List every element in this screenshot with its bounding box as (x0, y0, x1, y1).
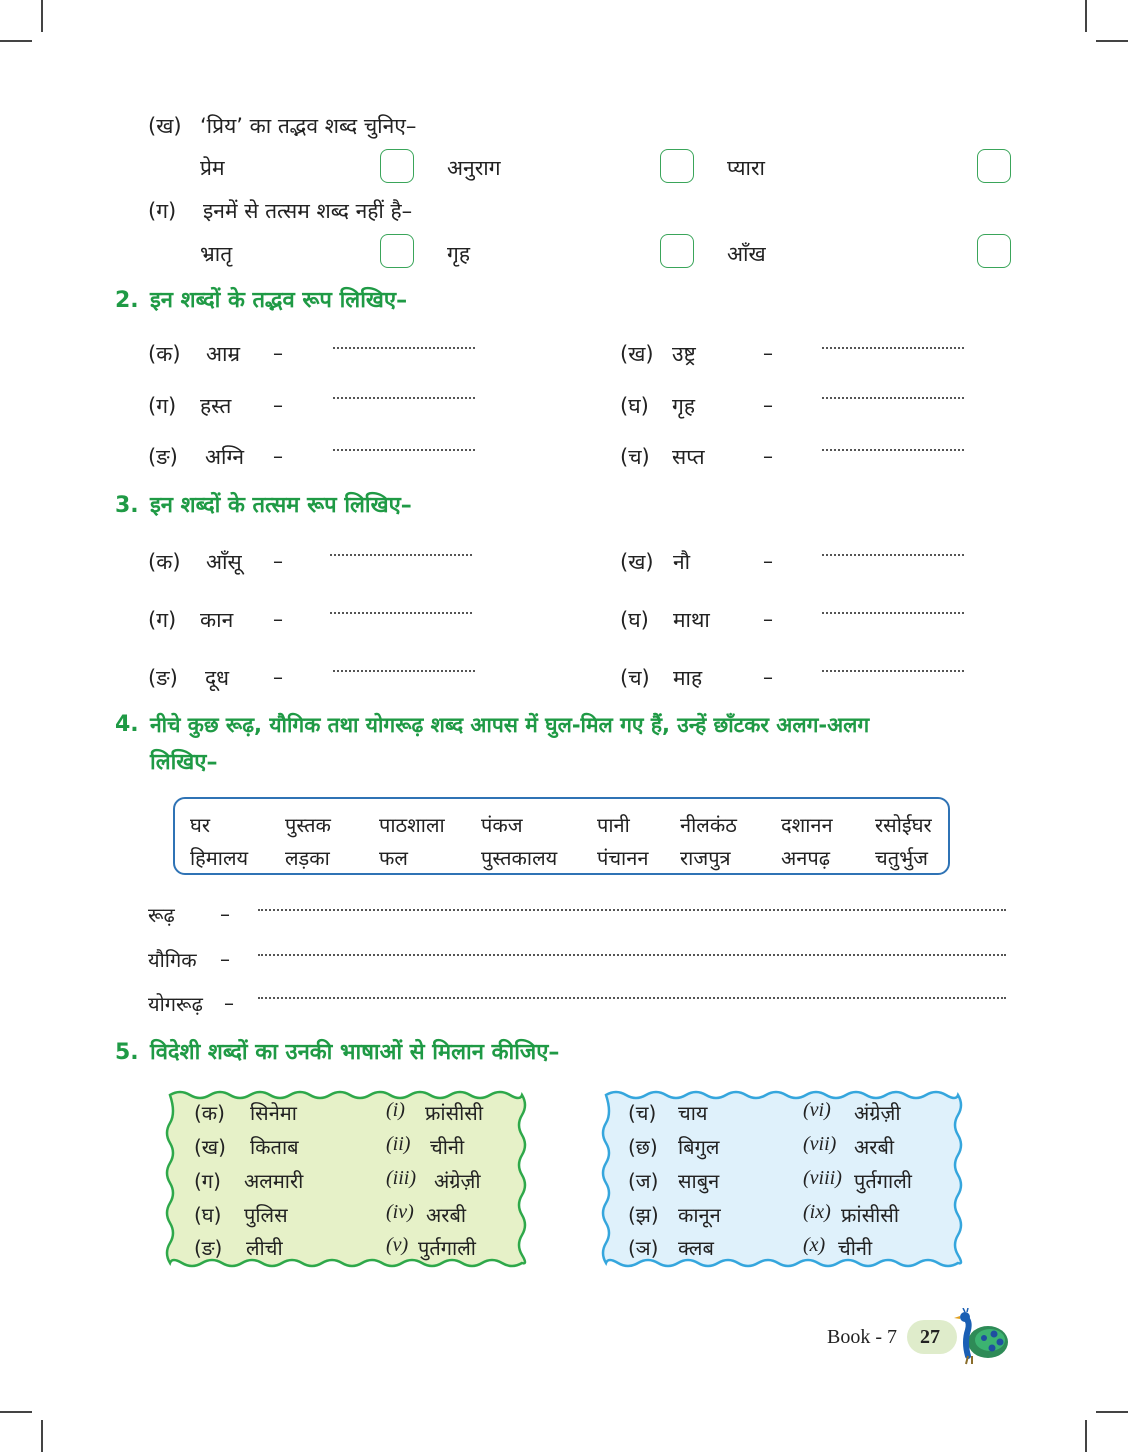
dash: – (224, 991, 234, 1015)
crop-mark (41, 0, 43, 32)
q1-ga-option: भ्रातृ (200, 242, 233, 266)
word: फल (379, 846, 408, 870)
match-language: अंग्रेज़ी (854, 1101, 901, 1125)
dash: – (763, 549, 773, 573)
match-word: किताब (250, 1135, 299, 1159)
match-label: (क) (194, 1101, 225, 1125)
dash: – (763, 444, 773, 468)
match-word: लीची (246, 1236, 283, 1260)
q3-item-word: माथा (673, 608, 710, 632)
word: लड़का (285, 846, 330, 870)
word: घर (190, 813, 210, 837)
book-label: Book - 7 (827, 1326, 897, 1348)
q2-item-word: अग्नि (205, 445, 245, 469)
match-roman: (ix) (803, 1201, 831, 1223)
checkbox[interactable] (660, 234, 694, 268)
q5-title: विदेशी शब्दों का उनकी भाषाओं से मिलान कीजिए– (150, 1040, 560, 1065)
answer-line[interactable] (822, 347, 964, 349)
q3-title: इन शब्दों के तत्सम रूप लिखिए– (150, 493, 412, 518)
match-word: अलमारी (244, 1169, 304, 1193)
word: पुस्तकालय (481, 846, 558, 870)
word: पाठशाला (379, 813, 445, 837)
dash: – (273, 444, 283, 468)
q3-number: 3. (115, 493, 139, 518)
word: रसोईघर (875, 813, 932, 837)
match-word: चाय (678, 1101, 708, 1125)
q2-item-word: गृह (672, 394, 695, 418)
match-box-left (160, 1087, 530, 1272)
q5-number: 5. (115, 1040, 139, 1065)
word: पंचानन (597, 846, 649, 870)
q3-item-label: (ग) (148, 608, 177, 632)
crop-mark (0, 1411, 32, 1413)
word: पानी (597, 813, 630, 837)
q3-item-label: (ङ) (148, 666, 178, 690)
q1-ga-option: आँख (727, 242, 766, 266)
dash: – (220, 947, 230, 971)
q1-ga-label: (ग) (148, 199, 177, 223)
q3-item-label: (घ) (620, 608, 649, 632)
dash: – (273, 341, 283, 365)
crop-mark (0, 40, 32, 42)
checkbox[interactable] (977, 234, 1011, 268)
match-roman: (viii) (803, 1167, 842, 1189)
q1-kha-label: (ख) (148, 114, 182, 138)
match-label: (घ) (194, 1203, 222, 1227)
q2-item-label: (च) (620, 445, 650, 469)
match-language: चीनी (838, 1236, 873, 1260)
match-label: (ग) (194, 1169, 221, 1193)
answer-line[interactable] (822, 449, 964, 451)
word-box (173, 797, 950, 875)
q1-ga-option: गृह (447, 242, 470, 266)
match-language: पुर्तगाली (418, 1236, 476, 1260)
match-roman: (iii) (386, 1167, 416, 1189)
dash: – (273, 393, 283, 417)
word: पुस्तक (285, 813, 331, 837)
answer-line[interactable] (333, 347, 475, 349)
match-word: पुलिस (244, 1203, 288, 1227)
answer-category-label: योगरूढ़ (148, 992, 203, 1016)
q2-item-label: (ग) (148, 394, 177, 418)
match-label: (झ) (628, 1203, 659, 1227)
match-label: (ञ) (628, 1236, 659, 1260)
crop-mark (1096, 1411, 1128, 1413)
match-roman: (vii) (803, 1133, 837, 1155)
q4-title-line1: नीचे कुछ रूढ़, यौगिक तथा योगरूढ़ शब्द आपस में घुल-मिल गए हैं, उन्हें छाँटकर अलग-अलग (150, 713, 870, 737)
match-word: साबुन (678, 1169, 720, 1193)
match-language: अरबी (854, 1135, 895, 1159)
match-language: पुर्तगाली (854, 1169, 912, 1193)
answer-line[interactable] (333, 449, 475, 451)
q3-item-label: (ख) (620, 550, 654, 574)
peacock-icon (950, 1308, 1012, 1366)
q1-kha-option: प्यारा (727, 156, 765, 180)
q2-item-label: (घ) (620, 394, 649, 418)
q3-item-word: माह (673, 666, 703, 690)
word: अनपढ़ (781, 846, 830, 870)
match-word: बिगुल (678, 1135, 720, 1159)
word: राजपुत्र (680, 846, 731, 870)
word: चतुर्भुज (875, 846, 928, 870)
match-label: (च) (628, 1101, 657, 1125)
match-word: सिनेमा (250, 1101, 297, 1125)
match-language: फ्रांसीसी (425, 1101, 483, 1125)
q2-item-label: (क) (148, 342, 181, 366)
q3-item-label: (क) (148, 550, 181, 574)
q2-title: इन शब्दों के तद्भव रूप लिखिए– (150, 288, 408, 313)
answer-category-label: यौगिक (148, 948, 197, 972)
match-language: अंग्रेज़ी (434, 1169, 481, 1193)
answer-line[interactable] (333, 397, 475, 399)
dash: – (220, 902, 230, 926)
checkbox[interactable] (380, 234, 414, 268)
word: पंकज (481, 813, 523, 837)
q3-item-word: दूध (205, 666, 230, 690)
q2-number: 2. (115, 288, 139, 313)
match-label: (ङ) (194, 1236, 223, 1260)
q4-number: 4. (115, 712, 139, 737)
answer-line[interactable] (330, 554, 472, 556)
q1-ga-text: इनमें से तत्सम शब्द नहीं है– (203, 199, 413, 223)
q1-kha-option: अनुराग (447, 156, 501, 180)
q2-item-word: आम्र (206, 342, 241, 366)
dash: – (763, 665, 773, 689)
match-label: (छ) (628, 1135, 658, 1159)
dash: – (273, 549, 283, 573)
q3-item-word: आँसू (206, 550, 242, 574)
match-language: फ्रांसीसी (841, 1203, 899, 1227)
checkbox[interactable] (380, 149, 414, 183)
crop-mark (1085, 0, 1087, 32)
answer-line[interactable] (822, 554, 964, 556)
match-roman: (v) (386, 1234, 409, 1256)
crop-mark (41, 1420, 43, 1452)
q2-item-label: (ख) (620, 342, 654, 366)
q2-item-word: उष्ट्र (672, 342, 696, 366)
match-label: (ख) (194, 1135, 226, 1159)
answer-line[interactable] (822, 670, 964, 672)
page-number: 27 (920, 1326, 940, 1348)
answer-line[interactable] (258, 954, 1006, 956)
q2-item-word: हस्त (200, 394, 232, 418)
match-language: अरबी (426, 1203, 467, 1227)
crop-mark (1085, 1420, 1087, 1452)
answer-line[interactable] (822, 612, 964, 614)
match-language: चीनी (430, 1135, 465, 1159)
q3-item-word: नौ (673, 550, 691, 574)
checkbox[interactable] (660, 149, 694, 183)
dash: – (273, 607, 283, 631)
match-roman: (ii) (386, 1133, 411, 1155)
checkbox[interactable] (977, 149, 1011, 183)
dash: – (763, 341, 773, 365)
answer-line[interactable] (258, 997, 1006, 999)
answer-line[interactable] (822, 397, 964, 399)
q2-item-word: सप्त (672, 445, 705, 469)
match-box-right (596, 1087, 966, 1272)
dash: – (273, 665, 283, 689)
match-roman: (i) (386, 1099, 405, 1121)
q2-item-label: (ङ) (148, 445, 178, 469)
answer-line[interactable] (333, 670, 475, 672)
dash: – (763, 393, 773, 417)
word: नीलकंठ (680, 813, 737, 837)
answer-line[interactable] (258, 909, 1006, 911)
word: हिमालय (190, 846, 249, 870)
dash: – (763, 607, 773, 631)
match-word: क्लब (678, 1236, 714, 1260)
match-roman: (vi) (803, 1099, 831, 1121)
q3-item-word: कान (200, 608, 234, 632)
q1-kha-option: प्रेम (200, 156, 225, 180)
q3-item-label: (च) (620, 666, 650, 690)
crop-mark (1096, 40, 1128, 42)
match-word: कानून (678, 1203, 721, 1227)
match-roman: (iv) (386, 1201, 414, 1223)
q1-kha-text: ‘प्रिय’ का तद्भव शब्द चुनिए– (200, 114, 417, 138)
match-roman: (x) (803, 1234, 826, 1256)
word: दशानन (781, 813, 833, 837)
match-label: (ज) (628, 1169, 659, 1193)
q4-title-line2: लिखिए– (150, 750, 218, 775)
answer-line[interactable] (330, 612, 472, 614)
answer-category-label: रूढ़ (148, 903, 175, 927)
